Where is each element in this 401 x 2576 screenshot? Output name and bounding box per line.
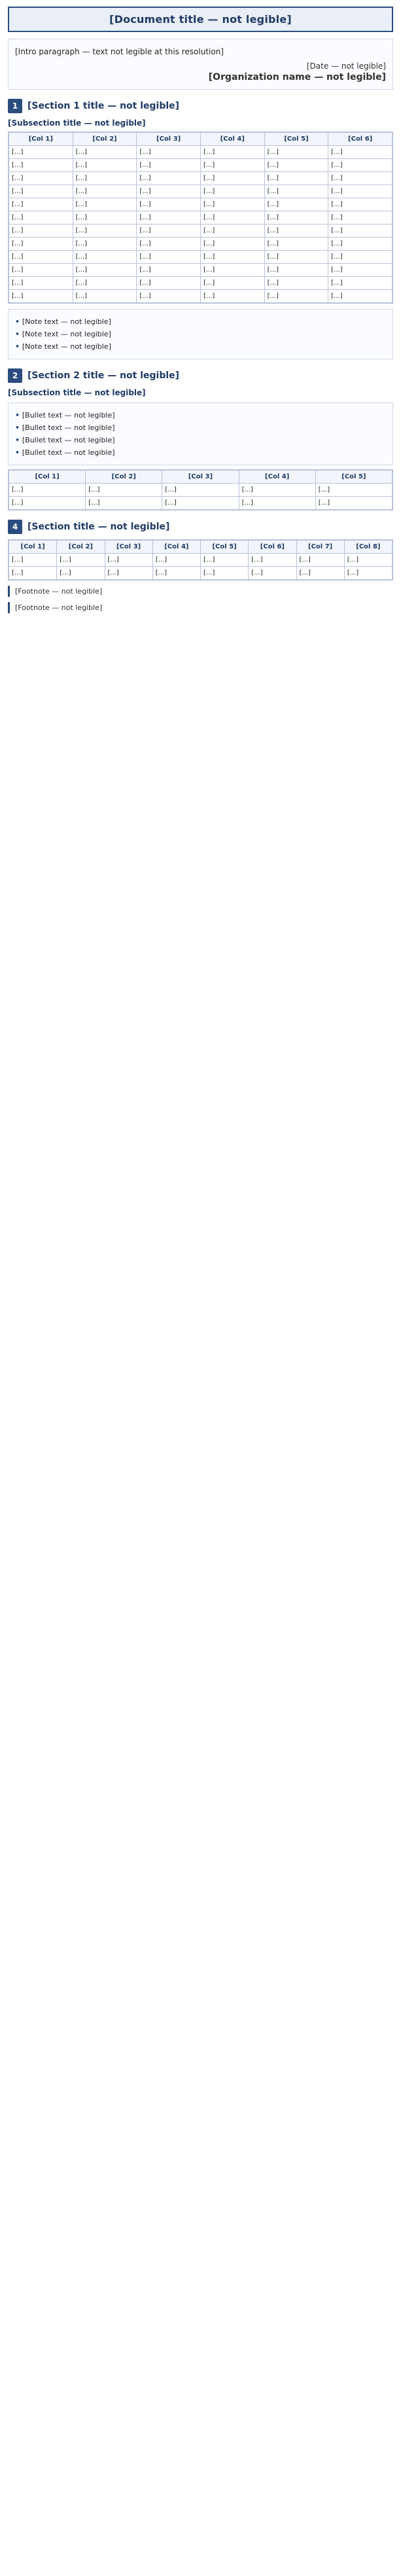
table-cell: [...] — [200, 238, 264, 251]
table-cell: [...] — [200, 251, 264, 264]
table-body — [9, 484, 392, 510]
table-cell: [...] — [200, 172, 264, 185]
section-4 — [8, 520, 393, 613]
table-cell: [...] — [9, 497, 86, 510]
table-row — [9, 224, 392, 238]
table-cell: [...] — [73, 146, 137, 159]
table-cell: [...] — [264, 264, 328, 277]
table-row — [9, 290, 392, 303]
table-cell: [...] — [264, 159, 328, 172]
table-row — [9, 211, 392, 224]
table-cell: [...] — [162, 484, 239, 497]
table-cell: [...] — [137, 224, 201, 238]
table-cell: [...] — [264, 224, 328, 238]
table-row — [9, 159, 392, 172]
table-cell: [...] — [200, 159, 264, 172]
section-1-table — [8, 132, 393, 304]
table-cell: [...] — [200, 198, 264, 211]
table-cell: [...] — [296, 567, 344, 580]
table-cell: [...] — [200, 264, 264, 277]
table-cell: [...] — [73, 238, 137, 251]
table-cell: [...] — [9, 198, 73, 211]
table-cell: [...] — [201, 554, 249, 567]
section-1-table-grid — [9, 132, 392, 303]
table-cell: [...] — [152, 554, 200, 567]
table-cell: [...] — [9, 277, 73, 290]
document-title: [Document title — not legible] — [109, 13, 292, 26]
table-cell: [...] — [328, 172, 392, 185]
intro-box — [8, 39, 393, 90]
date-line: [Date — not legible] — [306, 62, 386, 71]
subsection-title: [Subsection title — not legible] — [8, 118, 146, 128]
section-title: [Section 1 title — not legible] — [27, 101, 180, 111]
bullet-item: • [Bullet text — not legible] — [15, 435, 386, 446]
table-cell: [...] — [328, 238, 392, 251]
table-cell: [...] — [315, 484, 392, 497]
table-cell: [...] — [105, 567, 152, 580]
table-header-row — [9, 471, 392, 484]
table-cell: [...] — [137, 264, 201, 277]
section-number: 2 — [8, 368, 22, 383]
table-header-row — [9, 133, 392, 146]
table-cell: [...] — [328, 290, 392, 303]
table-cell: [...] — [73, 264, 137, 277]
table-header-cell: [Col 5] — [315, 471, 392, 484]
table-cell: [...] — [137, 172, 201, 185]
table-cell: [...] — [9, 264, 73, 277]
table-header-cell: [Col 4] — [239, 471, 315, 484]
table-cell: [...] — [264, 238, 328, 251]
table-cell: [...] — [239, 484, 315, 497]
table-cell: [...] — [9, 146, 73, 159]
table-cell: [...] — [328, 185, 392, 198]
table-cell: [...] — [137, 251, 201, 264]
table-cell: [...] — [137, 146, 201, 159]
table-cell: [...] — [73, 172, 137, 185]
section-2-bullets — [8, 402, 393, 465]
table-cell: [...] — [73, 251, 137, 264]
section-1-notes — [8, 309, 393, 359]
table-header-cell: [Col 2] — [73, 133, 137, 146]
table-cell: [...] — [73, 290, 137, 303]
table-header-cell: [Col 1] — [9, 541, 57, 554]
section-4-header — [8, 520, 393, 534]
bullet-item: • [Bullet text — not legible] — [15, 447, 386, 458]
table-cell: [...] — [296, 554, 344, 567]
table-cell: [...] — [328, 251, 392, 264]
table-cell: [...] — [328, 159, 392, 172]
table-row — [9, 172, 392, 185]
table-header-cell: [Col 7] — [296, 541, 344, 554]
note-item: • [Note text — not legible] — [15, 316, 386, 327]
section-1-header — [8, 99, 393, 113]
table-cell: [...] — [105, 554, 152, 567]
table-header-cell: [Col 1] — [9, 133, 73, 146]
table-cell: [...] — [9, 290, 73, 303]
table-cell: [...] — [344, 554, 392, 567]
intro-paragraph: [Intro paragraph — text not legible at this resolution] — [15, 47, 224, 56]
table-cell: [...] — [328, 224, 392, 238]
table-cell: [...] — [315, 497, 392, 510]
section-2 — [8, 368, 393, 510]
table-cell: [...] — [9, 238, 73, 251]
section-number: 1 — [8, 99, 22, 113]
table-cell: [...] — [57, 554, 105, 567]
table-cell: [...] — [328, 277, 392, 290]
table-cell: [...] — [264, 172, 328, 185]
table-header-cell: [Col 3] — [105, 541, 152, 554]
table-header-cell: [Col 5] — [264, 133, 328, 146]
table-row — [9, 554, 392, 567]
table-cell: [...] — [162, 497, 239, 510]
table-body — [9, 146, 392, 303]
section-2-table-grid — [9, 470, 392, 510]
table-cell: [...] — [264, 277, 328, 290]
section-number: 4 — [8, 520, 22, 534]
table-cell: [...] — [239, 497, 315, 510]
title-bar — [8, 7, 393, 32]
table-body — [9, 554, 392, 580]
table-cell: [...] — [264, 290, 328, 303]
table-cell: [...] — [73, 198, 137, 211]
table-cell: [...] — [86, 497, 162, 510]
table-row — [9, 264, 392, 277]
section-2-header — [8, 368, 393, 383]
table-cell: [...] — [264, 211, 328, 224]
table-header-cell: [Col 3] — [162, 471, 239, 484]
table-header-cell: [Col 8] — [344, 541, 392, 554]
table-header-cell: [Col 3] — [137, 133, 201, 146]
table-cell: [...] — [200, 224, 264, 238]
schedule-table-grid — [9, 540, 392, 580]
table-cell: [...] — [137, 185, 201, 198]
table-header-cell: [Col 6] — [328, 133, 392, 146]
table-row — [9, 251, 392, 264]
footnote: [Footnote — not legible] — [8, 586, 393, 597]
table-cell: [...] — [73, 211, 137, 224]
table-cell: [...] — [328, 211, 392, 224]
section-1 — [8, 99, 393, 359]
table-cell: [...] — [9, 554, 57, 567]
table-cell: [...] — [137, 159, 201, 172]
table-header-cell: [Col 2] — [86, 471, 162, 484]
table-cell: [...] — [264, 146, 328, 159]
table-header-cell: [Col 1] — [9, 471, 86, 484]
table-cell: [...] — [200, 277, 264, 290]
table-cell: [...] — [9, 211, 73, 224]
table-cell: [...] — [249, 554, 296, 567]
table-cell: [...] — [137, 211, 201, 224]
table-cell: [...] — [9, 484, 86, 497]
table-cell: [...] — [328, 264, 392, 277]
table-header-cell: [Col 5] — [201, 541, 249, 554]
table-cell: [...] — [201, 567, 249, 580]
table-cell: [...] — [152, 567, 200, 580]
table-cell: [...] — [73, 224, 137, 238]
table-cell: [...] — [9, 172, 73, 185]
table-header-cell: [Col 2] — [57, 541, 105, 554]
table-cell: [...] — [200, 290, 264, 303]
table-row — [9, 198, 392, 211]
table-row — [9, 238, 392, 251]
table-cell: [...] — [9, 567, 57, 580]
table-cell: [...] — [137, 290, 201, 303]
table-header-cell: [Col 6] — [249, 541, 296, 554]
schedule-table — [8, 539, 393, 581]
table-cell: [...] — [9, 159, 73, 172]
table-header-cell: [Col 4] — [152, 541, 200, 554]
table-cell: [...] — [73, 159, 137, 172]
table-cell: [...] — [200, 185, 264, 198]
table-cell: [...] — [9, 185, 73, 198]
table-row — [9, 567, 392, 580]
footnote: [Footnote — not legible] — [8, 602, 393, 613]
table-cell: [...] — [9, 224, 73, 238]
table-header-row — [9, 541, 392, 554]
table-cell: [...] — [73, 185, 137, 198]
table-cell: [...] — [137, 277, 201, 290]
table-cell: [...] — [344, 567, 392, 580]
table-cell: [...] — [200, 146, 264, 159]
table-row — [9, 277, 392, 290]
table-cell: [...] — [200, 211, 264, 224]
table-cell: [...] — [73, 277, 137, 290]
table-row — [9, 146, 392, 159]
table-cell: [...] — [328, 198, 392, 211]
table-header-cell: [Col 4] — [200, 133, 264, 146]
table-row — [9, 185, 392, 198]
section-2-table — [8, 469, 393, 510]
table-cell: [...] — [57, 567, 105, 580]
section-title: [Section title — not legible] — [27, 522, 170, 533]
bullet-item: • [Bullet text — not legible] — [15, 410, 386, 421]
subsection-title: [Subsection title — not legible] — [8, 388, 146, 398]
table-cell: [...] — [9, 251, 73, 264]
bullet-item: • [Bullet text — not legible] — [15, 422, 386, 433]
table-cell: [...] — [264, 251, 328, 264]
table-cell: [...] — [264, 198, 328, 211]
table-row — [9, 497, 392, 510]
section-title: [Section 2 title — not legible] — [27, 370, 180, 382]
note-item: • [Note text — not legible] — [15, 329, 386, 340]
table-cell: [...] — [137, 198, 201, 211]
table-cell: [...] — [86, 484, 162, 497]
table-row — [9, 484, 392, 497]
table-cell: [...] — [137, 238, 201, 251]
note-item: • [Note text — not legible] — [15, 341, 386, 352]
organization-line: [Organization name — not legible] — [208, 72, 386, 82]
table-cell: [...] — [328, 146, 392, 159]
table-cell: [...] — [249, 567, 296, 580]
table-cell: [...] — [264, 185, 328, 198]
